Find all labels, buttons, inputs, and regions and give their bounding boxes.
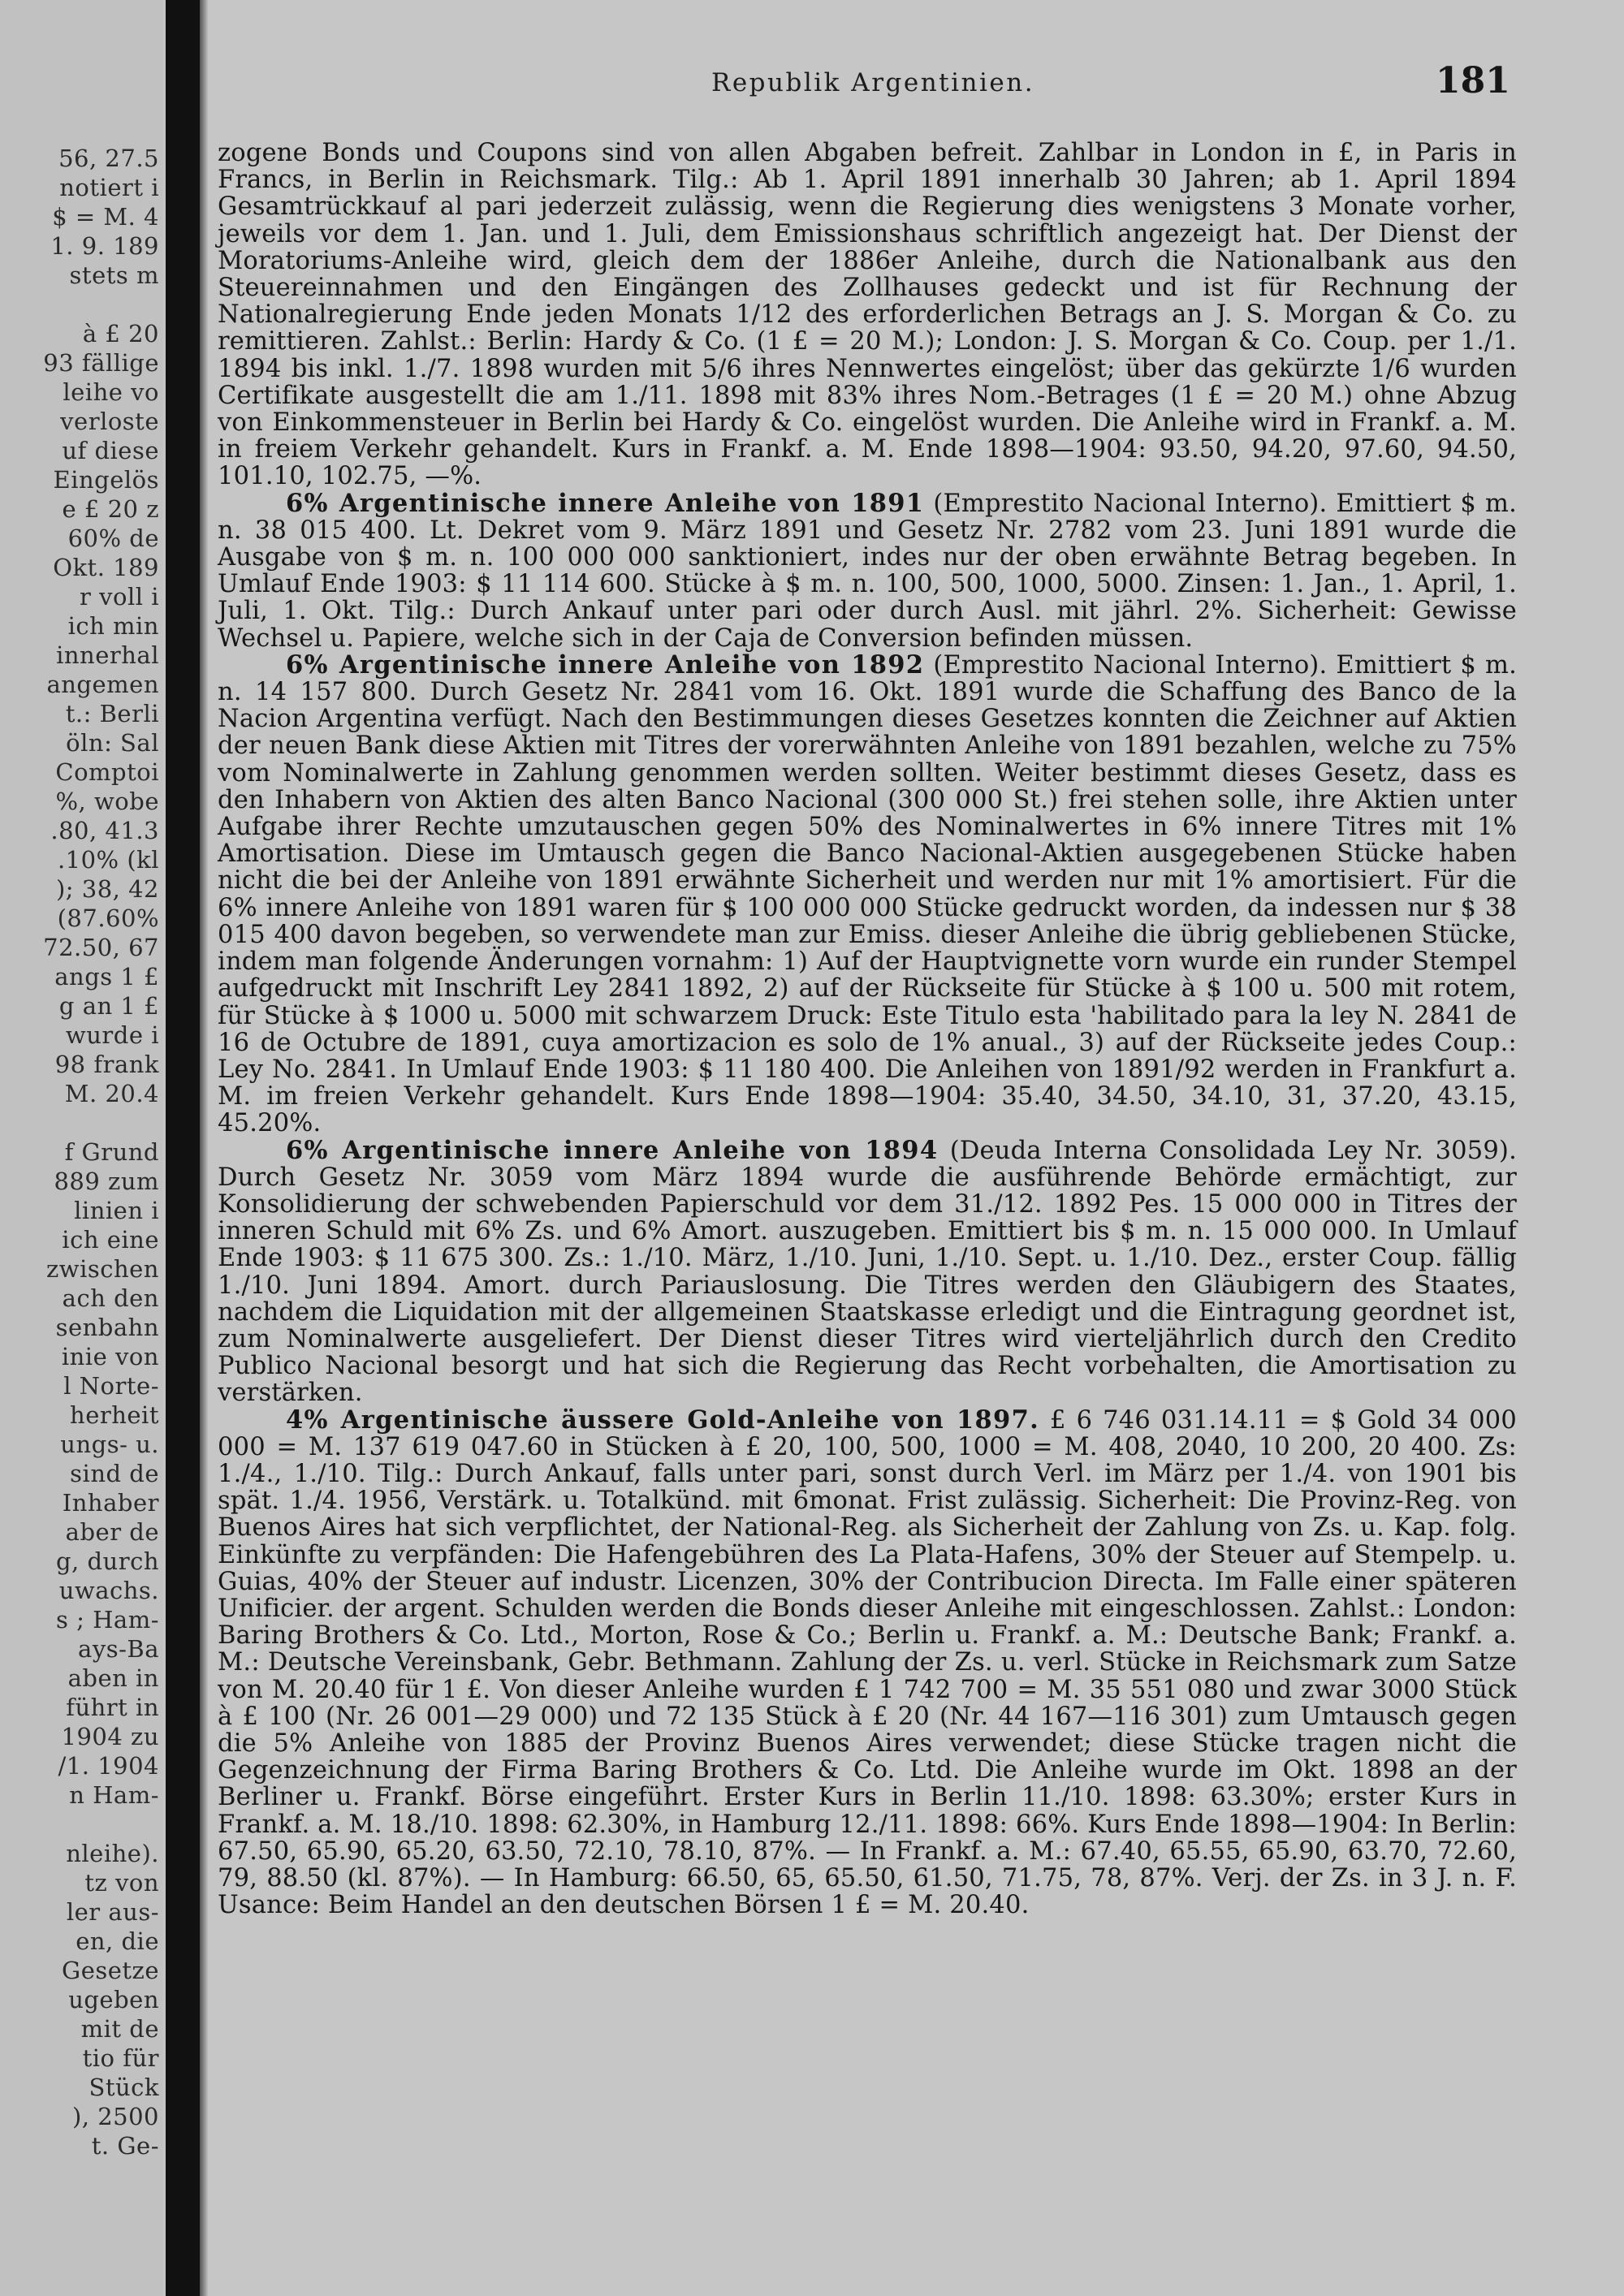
- left-page-line: t. Ge-: [91, 2132, 159, 2160]
- left-page-line: ), 2500: [71, 2103, 159, 2130]
- paragraph-heading: 6% Argentinische innere Anleihe von 1891: [286, 488, 925, 518]
- left-page-line: stets m: [69, 261, 159, 289]
- paragraph-text: zogene Bonds und Coupons sind von allen Abgaben befreit. Zahlbar in London in £, in Paris in Francs, in Berlin in Reichsmark. Tilg.: Ab 1. April 1891 innerhalb 30 Jahren; ab 1. April 1894 Gesamtrückkauf al pari jederzeit zulässig, wenn die Regierung dies wenigstens 3 Monate vorher, jeweils vor dem 1. Jan. und 1. Juli, dem Emissionshaus schriftlich angezeigt hat. Der Dienst der Moratoriums-Anleihe wird, gleich dem der 1886er Anleihe, durch die Nationalbank aus den Steuereinnahmen und den Eingängen des Zollhauses gedeckt und ist für Rechnung der Nationalregierung Ende jeden Monats 1/12 des erforderlichen Betrags an J. S. Morgan & Co. zu remittieren. Zahlst.: Berlin: Hardy & Co. (1 £ = 20 M.); London: J. S. Morgan & Co. Coup. per 1./1. 1894 bis inkl. 1./7. 1898 wurden mit 5/6 ihres Nennwertes eingelöst; über das gekürzte 1/6 wurden Certifikate ausgestellt die am 1./11. 1898 mit 83% ihres Nom.-Betrages (1 £ = 20 M.) ohne Abzug von Einkommensteuer in Berlin bei Hardy & Co. eingelöst wurden. Die Anleihe wird in Frankf. a. M. in freiem Verkehr gehandelt. Kurs in Frankf. a. M. Ende 1898—1904: 93.50, 94.20, 97.60, 94.50, 101.10, 102.75, —%.: [218, 139, 1517, 491]
- left-page-line: verloste: [60, 408, 159, 435]
- left-page-line: .80, 41.3: [50, 817, 159, 844]
- left-page-line: r voll i: [80, 583, 159, 611]
- left-page-line: s ; Ham-: [56, 1606, 159, 1634]
- left-page-line: 1. 9. 189: [50, 232, 159, 260]
- left-page-line: Comptoi: [55, 758, 159, 786]
- left-page-line: %, wobe: [55, 788, 159, 815]
- paragraph-heading: 6% Argentinische innere Anleihe von 1892: [286, 650, 925, 680]
- left-page-line: wurde i: [65, 1021, 159, 1049]
- left-page-line: tz von: [84, 1869, 159, 1897]
- left-page-line: 72.50, 67: [43, 934, 159, 961]
- right-page: [208, 0, 1624, 2296]
- left-page-line: Gesetze: [62, 1957, 159, 1984]
- left-page-line: tio für: [82, 2044, 159, 2072]
- left-page-line: Inhaber: [62, 1489, 159, 1517]
- spine-shadow: [200, 0, 208, 2296]
- left-page-line: öln: Sal: [66, 729, 159, 757]
- left-page-line: 60% de: [67, 524, 159, 552]
- paragraph-text: £ 6 746 031.14.11 = $ Gold 34 000 000 = M. 137 619 047.60 in Stücken à £ 20, 100, 500, 1000 = M. 408, 2040, 10 200, 20 400. Zs: 1./4., 1./10. Tilg.: Durch Ankauf, falls unter pari, sonst durch Verl. im März per 1./4. von 1901 bis spät. 1./4. 1956, Verstärk. u. Totalkünd. mit 6monat. Frist zulässig. Sicherheit: Die Provinz-Reg. von Buenos Aires hat sich verpflichtet, der National-Reg. als Sicherheit der Zahlung von Zs. u. Kap. folg. Einkünfte zu verpfänden: Die Hafengebühren des La Plata-Hafens, 30% der Steuer auf Stempelp. u. Guias, 40% der Steuer auf industr. Licenzen, 30% der Contribucion Directa. Im Falle einer späteren Unificier. der argent. Schulden werden die Bonds dieser Anleihe mit eingeschlossen. Zahlst.: London: Baring Brothers & Co. Ltd., Morton, Rose & Co.; Berlin u. Frankf. a. M.: Deutsche Bank; Frankf. a. M.: Deutsche Vereinsbank, Gebr. Bethmann. Zahlung der Zs. u. verl. Stücke in Reichsmark zum Satze von M. 20.40 für 1 £. Von dieser Anleihe wurden £ 1 742 700 = M. 35 551 080 und zwar 3000 Stück à £ 100 (Nr. 26 001—29 000) und 72 135 Stück à £ 20 (Nr. 44 167—116 301) zum Umtausch gegen die 5% Anleihe von 1885 der Provinz Buenos Aires verwendet; diese Stücke tragen nicht die Gegenzeichnung der Firma Baring Brothers & Co. Ltd. Die Anleihe wurde im Okt. 1898 an der Berliner u. Frankf. Börse eingeführt. Erster Kurs in Berlin 11./10. 1898: 63.30%; erster Kurs in Frankf. a. M. 18./10. 1898: 62.30%, in Hamburg 12./11. 1898: 66%. Kurs Ende 1898—1904: In Berlin: 67.50, 65.90, 65.20, 63.50, 72.10, 78.10, 87%. — In Frankf. a. M.: 67.40, 65.55, 65.90, 63.70, 72.60, 79, 88.50 (kl. 87%). — In Hamburg: 66.50, 65, 65.50, 61.50, 71.75, 78, 87%. Verj. der Zs. in 3 J. n. F. Usance: Beim Handel an den deutschen Börsen 1 £ = M. 20.40.: [218, 1405, 1517, 1920]
- left-page-line: sind de: [70, 1460, 159, 1487]
- left-page-line: en, die: [76, 1927, 159, 1955]
- body-text: [218, 140, 1517, 1918]
- left-page-line: uwachs.: [58, 1577, 159, 1604]
- left-page-line: inie von: [61, 1343, 159, 1370]
- left-page-line: 98 frank: [54, 1051, 159, 1078]
- left-page-line: aber de: [65, 1518, 159, 1546]
- left-page-line: mit de: [80, 2015, 159, 2043]
- left-page-line: g, durch: [55, 1547, 159, 1575]
- left-page-line: Stück: [89, 2074, 159, 2101]
- left-page-line: ach den: [62, 1284, 159, 1312]
- left-page-line: Okt. 189: [53, 554, 159, 581]
- left-page-line: ich eine: [62, 1226, 159, 1254]
- left-page-line: à £ 20: [82, 320, 159, 347]
- left-page-fragment: [0, 0, 162, 2296]
- left-page-line: ); 38, 42: [55, 875, 159, 903]
- left-page-line: leihe vo: [63, 378, 159, 406]
- left-page-line: ungs- u.: [60, 1431, 159, 1458]
- paragraph: [218, 490, 1517, 652]
- left-page-line: ays-Ba: [78, 1635, 159, 1663]
- left-page-line: .10% (kl: [57, 846, 159, 874]
- left-page-line: uf diese: [62, 437, 159, 464]
- paragraph: [218, 140, 1517, 490]
- left-page-line: 889 zum: [54, 1167, 159, 1195]
- left-page-line: innerhal: [56, 641, 159, 669]
- left-page-line: n Ham-: [69, 1781, 159, 1809]
- left-page-line: e £ 20 z: [62, 495, 159, 523]
- left-page-line: angs 1 £: [54, 963, 159, 990]
- left-page-line: (87.60%: [57, 904, 159, 932]
- left-page-line: linien i: [74, 1197, 159, 1224]
- left-page-line: ich min: [67, 612, 159, 640]
- paragraph-text: (Deuda Interna Consolidada Ley Nr. 3059). Durch Gesetz Nr. 3059 vom März 1894 wurde die ausführende Behörde ermächtigt, zur Konsolidierung der schwebenden Papierschuld vor dem 31./12. 1892 Pes. 15 000 000 in Titres der inneren Schuld mit 6% Zs. und 6% Amort. auszugeben. Emittiert bis $ m. n. 15 000 000. In Umlauf Ende 1903: $ 11 675 300. Zs.: 1./10. März, 1./10. Juni, 1./10. Sept. u. 1./10. Dez., erster Coup. fällig 1./10. Juni 1894. Amort. durch Pariauslosung. Die Titres werden den Gläubigern des Staates, nachdem die Liquidation mit der allgemeinen Staatskasse erledigt und die Eintragung geordnet ist, zum Nominalwerte ausgeliefert. Der Dienst dieser Titres wird vierteljährlich durch den Credito Publico Nacional besorgt und hat sich die Regierung das Recht vorbehalten, die Amortisation zu verstärken.: [218, 1136, 1517, 1408]
- left-page-line: ler aus-: [66, 1898, 159, 1926]
- page-number: 181: [1436, 60, 1510, 101]
- paragraph: [218, 1137, 1517, 1407]
- left-page-line: g an 1 £: [58, 992, 159, 1020]
- paragraph-heading: 4% Argentinische äussere Gold-Anleihe von 1897.: [286, 1405, 1040, 1435]
- left-page-line: Eingelös: [53, 466, 159, 494]
- left-page-line: nleihe).: [66, 1840, 159, 1867]
- left-page-line: l Norte-: [63, 1372, 159, 1400]
- left-page-line: $ = M. 4: [52, 203, 159, 231]
- left-page-line: ugeben: [68, 1986, 159, 2013]
- left-page-line: /1. 1904: [58, 1752, 159, 1780]
- left-page-line: führt in: [66, 1694, 159, 1721]
- paragraph: [218, 1407, 1517, 1919]
- left-page-line: senbahn: [55, 1314, 159, 1341]
- left-page-line: 56, 27.5: [58, 145, 159, 172]
- left-page-line: 93 fällige: [43, 349, 159, 377]
- left-page-line: herheit: [70, 1401, 159, 1429]
- paragraph-text: (Emprestito Nacional Interno). Emittiert $ m. n. 14 157 800. Durch Gesetz Nr. 2841 vom 16. Okt. 1891 wurde die Schaffung des Banco de la Nacion Argentina verfügt. Nach den Bestimmungen dieses Gesetzes konnten die Zeichner auf Aktien der neuen Bank diese Aktien mit Titres der vorerwähnten Anleihe von 1891 bezahlen, welche zu 75% vom Nominalwerte in Zahlung genommen werden sollten. Weiter bestimmt dieses Gesetz, dass es den Inhabern von Aktien des alten Banco Nacional (300 000 St.) frei stehen solle, ihre Aktien unter Aufgabe ihrer Rechte umzutauschen gegen 50% des Nominalwertes in 6% innere Titres mit 1% Amortisation. Diese im Umtausch gegen die Banco Nacional-Aktien ausgegebenen Stücke haben nicht die bei der Anleihe von 1891 erwähnte Sicherheit und werden nur mit 1% amortisiert. Für die 6% innere Anleihe von 1891 waren für $ 100 000 000 Stücke gedruckt worden, da indessen nur $ 38 015 400 davon begeben, so verwendete man zur Emiss. dieser Anleihe die übrig gebliebenen Stücke, indem man folgende Änderungen vornahm: 1) Auf der Hauptvignette vorn wurde ein runder Stempel aufgedruckt mit Inschrift Ley 2841 1892, 2) auf der Rückseite für Stücke à $ 100 u. 500 mit rotem, für Stücke à $ 1000 u. 5000 mit schwarzem Druck: Este Titulo esta 'habilitado para la ley N. 2841 de 16 de Octubre de 1891, cuya amortizacion es solo de 1% anual., 3) auf der Rückseite jedes Coup.: Ley No. 2841. In Umlauf Ende 1903: $ 11 180 400. Die Anleihen von 1891/92 werden in Frankfurt a. M. im freien Verkehr gehandelt. Kurs Ende 1898—1904: 35.40, 34.50, 34.10, 31, 37.20, 43.15, 45.20%.: [218, 650, 1517, 1138]
- left-page-line: aben in: [67, 1664, 159, 1692]
- left-page-line: f Grund: [64, 1138, 159, 1166]
- left-page-line: angemen: [46, 671, 159, 698]
- paragraph-heading: 6% Argentinische innere Anleihe von 1894: [286, 1135, 939, 1165]
- left-page-line: notiert i: [59, 174, 159, 201]
- running-head: Republik Argentinien.: [711, 68, 1035, 97]
- paragraph-text: (Emprestito Nacional Interno). Emittiert $ m. n. 38 015 400. Lt. Dekret vom 9. März 1891 und Gesetz Nr. 2782 vom 23. Juni 1891 wurde die Ausgabe von $ m. n. 100 000 000 sanktioniert, indes nur der oben erwähnte Betrag begeben. In Umlauf Ende 1903: $ 11 114 600. Stücke à $ m. n. 100, 500, 1000, 5000. Zinsen: 1. Jan., 1. April, 1. Juli, 1. Okt. Tilg.: Durch Ankauf unter pari oder durch Ausl. mit jährl. 2%. Sicherheit: Gewisse Wechsel u. Papiere, welche sich in der Caja de Conversion befinden müssen.: [218, 489, 1517, 653]
- left-page-line: zwischen: [45, 1255, 159, 1283]
- left-page-line: M. 20.4: [64, 1080, 159, 1107]
- book-spine: [166, 0, 200, 2296]
- paragraph: [218, 652, 1517, 1137]
- left-page-line: 1904 zu: [61, 1723, 159, 1750]
- left-page-line: t.: Berli: [65, 700, 159, 727]
